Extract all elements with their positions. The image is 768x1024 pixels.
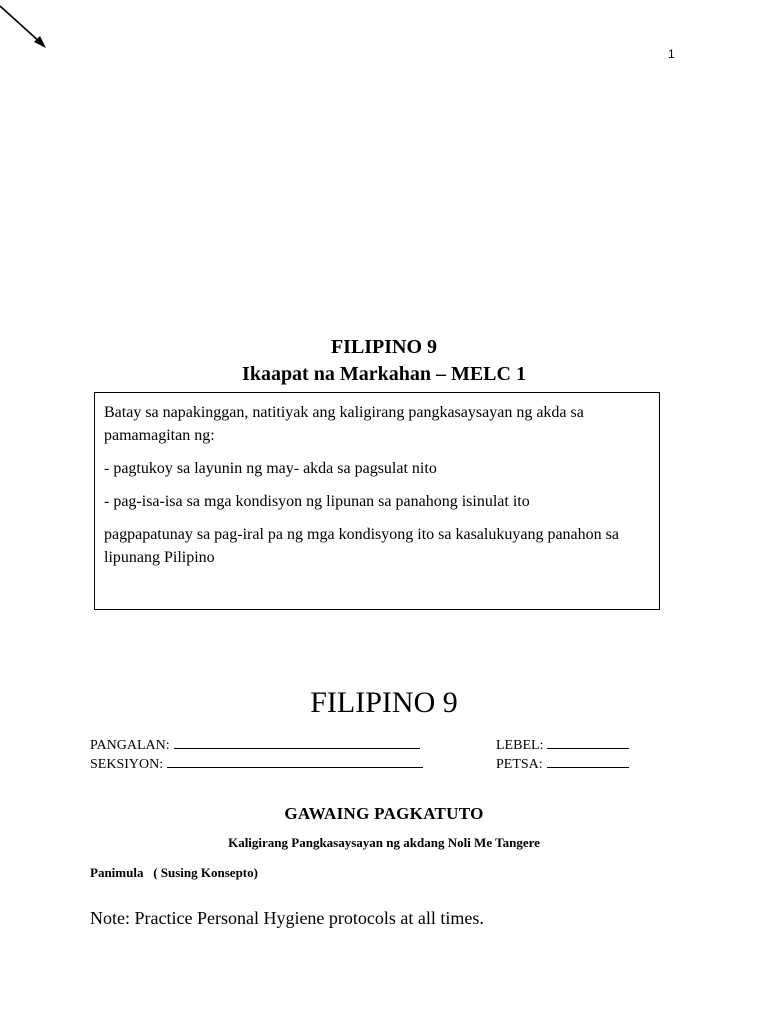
lebel-label: LEBEL:: [496, 738, 544, 753]
melc-paragraph: Batay sa napakinggan, natitiyak ang kaligirang pangkasaysayan ng akda sa pamamagitan ng:: [104, 404, 584, 444]
corner-arrow-icon: [0, 0, 50, 50]
panimula-heading: Panimula ( Susing Konsepto): [90, 865, 258, 880]
activity-title: GAWAING PAGKATUTO: [284, 804, 484, 823]
page-title: FILIPINO 9: [330, 336, 438, 358]
lebel-blank: [547, 737, 629, 749]
pangalan-blank: [174, 737, 420, 749]
melc-paragraph: - pag-isa-isa sa mga kondisyon ng lipunan sa panahong isinulat ito: [104, 493, 530, 510]
seksiyon-blank: [167, 756, 423, 768]
page-subtitle: Ikaapat na Markahan – MELC 1: [242, 363, 526, 385]
pangalan-label: PANGALAN:: [90, 738, 170, 753]
melc-paragraph: - pagtukoy sa layunin ng may- akda sa pagsulat nito: [104, 460, 437, 477]
melc-box: [94, 392, 660, 610]
lebel-field: [496, 737, 629, 754]
activity-subtitle: Kaligirang Pangkasaysayan ng akdang Noli Me Tangere: [228, 835, 540, 850]
melc-paragraph: pagpapatunay sa pag-iral pa ng mga kondisyong ito sa kasalukuyang panahon sa lipunang Pilipino: [104, 526, 619, 566]
page-number: 1: [668, 47, 675, 61]
petsa-label: PETSA:: [496, 757, 543, 772]
seksiyon-label: SEKSIYON:: [90, 757, 164, 772]
seksiyon-field: [90, 756, 423, 773]
pangalan-field: [90, 737, 420, 754]
petsa-blank: [547, 756, 629, 768]
worksheet-title: FILIPINO 9: [310, 686, 458, 719]
petsa-field: [496, 756, 629, 773]
hygiene-note: Note: Practice Personal Hygiene protocols at all times.: [90, 908, 484, 928]
